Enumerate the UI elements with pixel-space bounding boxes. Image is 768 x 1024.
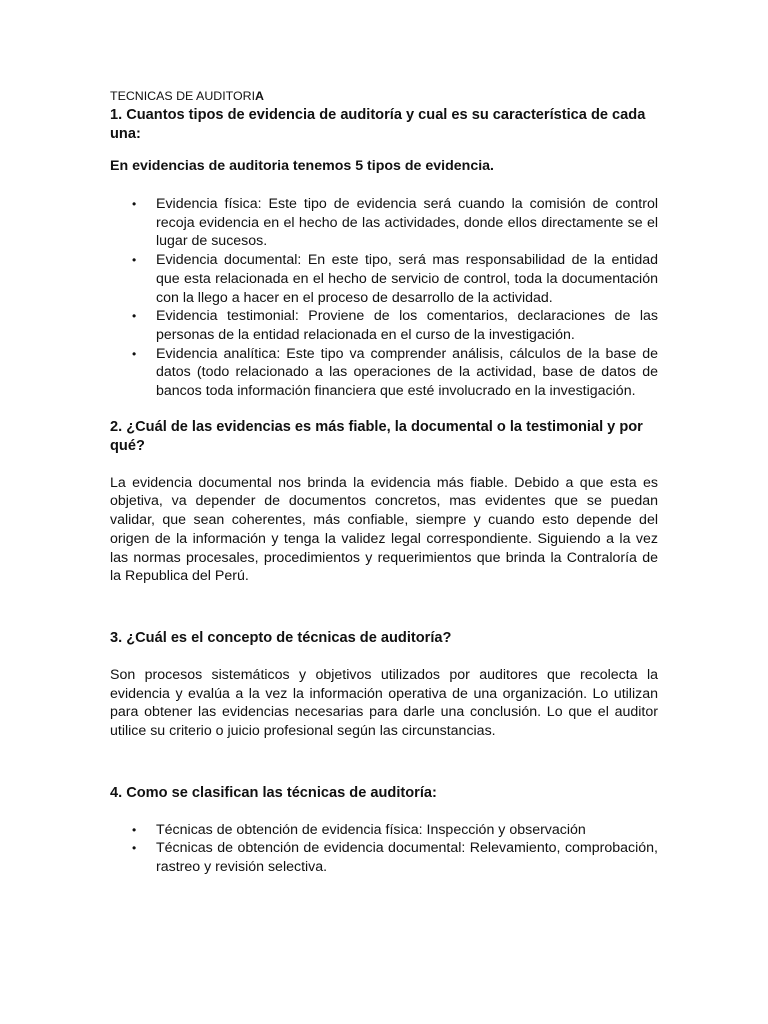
list-item	[110, 307, 658, 344]
list-item	[110, 345, 658, 401]
question-1-heading: 1. Cuantos tipos de evidencia de auditoría y cual es su característica de cada una:	[110, 107, 646, 142]
bullet-icon: •	[132, 197, 137, 211]
question-2-answer: La evidencia documental nos brinda la evidencia más fiable. Debido a que esta es objetiva, va depender de documentos concretos, mas evidentes que se puedan validar, que sean coherentes, más confiable, siempre y cuando esto depende del origen de la información y tenga la validez legal correspondiente. Siguiendo a la vez las normas procesales, procedimientos y requerimientos que brinda la Contraloría de la Republica del Perú.	[110, 474, 658, 585]
question-3-answer: Son procesos sistemáticos y objetivos utilizados por auditores que recolecta la evidencia y evalúa a la vez la información operativa de una organización. Lo utilizan para obtener las evidencias necesarias para darle una conclusión. Lo que el auditor utilice su criterio o juicio profesional según las circunstancias.	[110, 666, 658, 740]
question-1-intro: En evidencias de auditoria tenemos 5 tipos de evidencia.	[110, 158, 494, 174]
bullet-icon: •	[132, 822, 137, 837]
list-item	[110, 839, 658, 876]
bullet-icon: •	[132, 309, 137, 324]
document-title-main: TECNICAS DE AUDITORI	[110, 89, 256, 103]
list-item	[110, 821, 658, 840]
technique-classification-list	[110, 821, 658, 877]
question-3-heading: 3. ¿Cuál es el concepto de técnicas de auditoría?	[110, 629, 452, 646]
list-item-text: Evidencia física: Este tipo de evidencia será cuando la comisión de control recoja evidencia en el hecho de las actividades, donde ellos directamente se el lugar de sucesos.	[156, 196, 658, 250]
list-item-text: Técnicas de obtención de evidencia documental: Relevamiento, comprobación, rastreo y revisión selectiva.	[156, 840, 658, 876]
bullet-icon: •	[132, 346, 137, 361]
list-item-text: Técnicas de obtención de evidencia física: Inspección y observación	[156, 821, 586, 838]
question-2-heading: 2. ¿Cuál de las evidencias es más fiable, la documental o la testimonial y por qué?	[110, 418, 643, 454]
document-body	[110, 88, 658, 877]
document-title	[110, 88, 658, 105]
evidence-types-list	[110, 195, 658, 401]
bullet-icon: •	[132, 253, 137, 268]
list-item-text: Evidencia analítica: Este tipo va comprender análisis, cálculos de la base de datos (todo relacionado a las operaciones de la actividad, base de datos de bancos toda información financiera que esté involucrado en la investigación.	[156, 345, 658, 400]
list-item-text: Evidencia documental: En este tipo, será mas responsabilidad de la entidad que esta relacionada en el hecho de servicio de control, toda la documentación con la llego a hacer en el proceso de desarrollo de la actividad.	[156, 252, 658, 306]
bullet-icon: •	[132, 841, 137, 856]
question-4-heading: 4. Como se clasifican las técnicas de auditoría:	[110, 784, 437, 801]
list-item-text: Evidencia testimonial: Proviene de los comentarios, declaraciones de las personas de la entidad relacionada en el curso de la investigación.	[156, 308, 658, 343]
list-item	[110, 251, 658, 307]
list-item	[110, 195, 658, 251]
document-title-tail: A	[255, 89, 264, 103]
